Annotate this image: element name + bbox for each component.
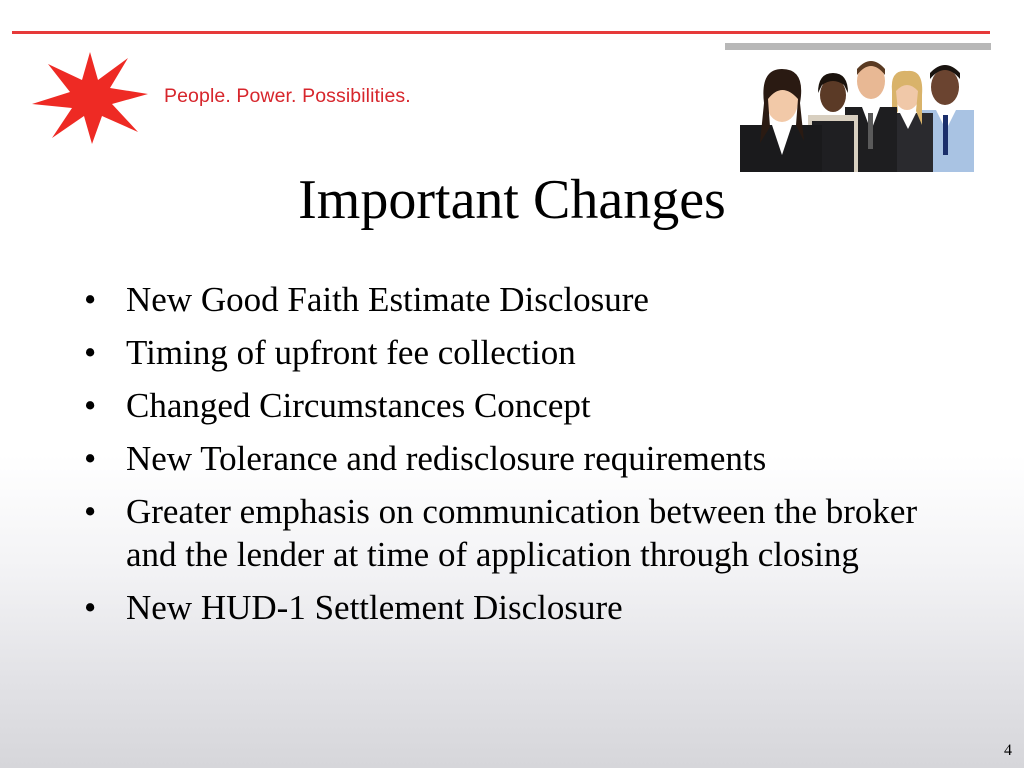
bullet-marker: •: [84, 386, 97, 425]
red-starburst-icon: [30, 50, 150, 145]
slide-number: 4: [1004, 742, 1012, 759]
bullet-text: Greater emphasis on communication between the broker and the lender at time of application through closing: [126, 492, 918, 574]
list-item: [84, 437, 964, 480]
top-gray-bar: [725, 43, 991, 50]
list-item: [84, 278, 964, 321]
bullet-list: [84, 278, 964, 639]
group-of-five-business-people-photo: [740, 55, 974, 172]
bullet-marker: •: [84, 588, 97, 627]
top-red-rule: [12, 31, 990, 34]
bullet-text: Timing of upfront fee collection: [126, 333, 576, 372]
list-item: [84, 490, 964, 576]
bullet-marker: •: [84, 280, 97, 319]
bullet-marker: •: [84, 492, 97, 531]
slide-title: Important Changes: [298, 169, 726, 231]
bullet-marker: •: [84, 333, 97, 372]
bullet-text: New Tolerance and redisclosure requirements: [126, 439, 767, 478]
list-item: [84, 384, 964, 427]
bullet-text: New HUD-1 Settlement Disclosure: [126, 588, 623, 627]
bullet-text: New Good Faith Estimate Disclosure: [126, 280, 649, 319]
list-item: [84, 331, 964, 374]
list-item: [84, 586, 964, 629]
bullet-marker: •: [84, 439, 97, 478]
bullet-text: Changed Circumstances Concept: [126, 386, 591, 425]
tagline: People. Power. Possibilities.: [164, 85, 411, 107]
